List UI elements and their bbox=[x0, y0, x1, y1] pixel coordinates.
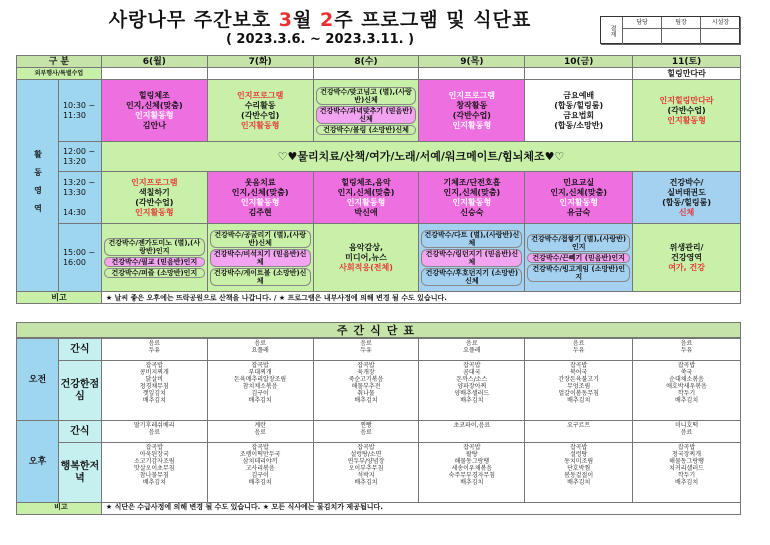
pm1-thu: 기체조/단전호흡 인지,신체(맞춤) 인지활동형 신승숙 bbox=[419, 172, 525, 224]
pm-snack-row: 오후 간식 딸기후레쉬베리 음료 계란 음료 찐빵 음료 초코파이,음료 요구르트 미니호떡 음료 bbox=[17, 421, 741, 443]
program-table bbox=[16, 55, 741, 304]
am-fri: 금요예배 (합동/힐링룸) 금요법회 (합동/소망반) bbox=[525, 80, 633, 142]
am-tue: 인지프로그램 수리활동 (각반수업) 인지활동형 bbox=[207, 80, 313, 142]
note-row: 비고 ★ 날씨 좋은 오후에는 뜨락공원으로 산책을 나갑니다. / ★ 프로그램은 내부사정에 의해 변경 될 수도 있습니다. bbox=[17, 292, 741, 304]
pm2-wed: 음악감상, 미디어,뉴스 사회적응(전체) bbox=[313, 224, 419, 292]
lunch-row: 12:00 ~ 13:20 ♡♥물리치료/산책/여가/노래/서예/워크메이트/힘뇌체조♥♡ bbox=[17, 142, 741, 172]
title-block bbox=[40, 8, 600, 50]
am-thu: 인지프로그램 창작활동 (각반수업) 인지활동형 bbox=[419, 80, 525, 142]
menu-title: 주간식단표 bbox=[16, 322, 741, 338]
menu-table bbox=[16, 338, 741, 515]
am-mon: 힐링체조 인지,신체(맞춤) 인지활동형 김안나 bbox=[101, 80, 207, 142]
page-title: 사랑나무 주간보호 3월 2주 프로그램 및 식단표 bbox=[108, 9, 532, 31]
pm1-row: 13:20 ~ 13:30 14:30 인지프로그램 색칠하기 (각반수업) 인지활동형 웃음치료 인지,신체(맞춤) 인지활동형 김주현 힐링체조,음악 인지,신체(맞춤) 인지활동형 박신애 기체조/단전호흡 인지,신체(맞춤) 인지활동형 신승숙 민요교실 인지,신체(맞춤) 인지활동형 유금숙 건강박수/ 실버태권도 (합동/힐링룸) 신체 bbox=[17, 172, 741, 224]
pm1-wed: 힐링체조,음악 인지,신체(맞춤) 인지활동형 박신애 bbox=[313, 172, 419, 224]
date-range: ( 2023.3.6. ~ 2023.3.11. ) bbox=[225, 32, 415, 47]
pm2-mon: 건강박수/젠가도미노 (별),(사랑반)인지 건강박수/필교 (믿음반)인지 건강박수/퍼즐 (소망반)인지 bbox=[101, 224, 207, 292]
lunch-menu-row: 건강한점심 잡곡밥 콩비지찌개 닭살비 청경채무침 깻잎김치 배추김치 잡곡밥 부대찌개 돈육메추리알장조림 참치채소볶음 김구이 배추김치 잡곡밥 육개장 죽순고기볶음 해물부추전 취나물 배추김치 잡곡밥 곰대국 돈까스/소스 양파장아찌 양배추샐러드 배추김치 잡곡밥 북어국 간장돈육불고기 무엉조림 얼갈이봄동무침 배추김치 잡곡밥 쑥국 순대채소볶음 애호박새우볶음 깍두기 배추김치 bbox=[17, 361, 741, 421]
am-snack-row: 오전 간식 음료 두유 음료 요플레 음료 두유 음료 요플레 음료 두유 음료 두유 bbox=[17, 339, 741, 361]
pm1-fri: 민요교실 인지,신체(맞춤) 인지활동형 유금숙 bbox=[525, 172, 633, 224]
am-sat: 인지힐링만다라 (각반수업) 인지활동형 bbox=[633, 80, 741, 142]
external-row: 외부행사/특별수업 힐링만다라 bbox=[17, 68, 741, 80]
menu-note-row: 비고 ★ 식단은 수급사정에 의해 변경 될 수도 있습니다. ★ 모든 식사에는 물김치가 제공됩니다. bbox=[17, 503, 741, 515]
pm2-sat: 위생관리/ 건강영역 여가, 건강 bbox=[633, 224, 741, 292]
pm1-sat: 건강박수/ 실버태권도 (합동/힐링룸) 신체 bbox=[633, 172, 741, 224]
pm2-thu: 건강박수/다트 (별),(사랑반)신체 건강박수/링던지기 (믿음반)신체 건강박수/후호던지기 (소망반)신체 bbox=[419, 224, 525, 292]
day-header-row: 구 분 6(월) 7(화) 8(수) 9(목) 10(금) 11(토) bbox=[17, 56, 741, 68]
pm2-tue: 건강박수/공굴리기 (별),(사랑반)신체 건강박수/비석치기 (믿음반)신체 건강박수/게이트볼 (소망반)신체 bbox=[207, 224, 313, 292]
dinner-menu-row: 행복한저녁 잡곡밥 아욱된장국 소고기감자조림 맛살오이초무침 참나물무침 배추김치 잡곡밥 조랭이떡만두국 삼치데리야끼 고사리볶음 김구이 배추김치 잡곡밥 설렁탕/소면 연두부/양념장 오이부추무침 석박지 배추김치 잡곡밥 팔탕 해물동그랑땡 세송이우채볶음 숙주무부경자무침 배추김치 잡곡밥 설렁탕 동치미조림 단호박찜 봄동겉절이 배추김치 잡곡밥 청국장찌개 해물동그랑땡 치커리샐러드 깍두기 배추김치 bbox=[17, 443, 741, 503]
am-row: 활동영역 10:30 ~ 11:30 힐링체조 인지,신체(맞춤) 인지활동형 김안나 인지프로그램 수리활동 (각반수업) 인지활동형 건강박수/맞고넘고 (별),(사랑반)신체 건강박수/과녁맞추기 (믿음반)신체 건강박수/볼링 (소망반)신체 인지프로그램 창작활동 (각반수업) 인지활동형 금요예배 (합동/힐링룸) 금요법회 (합동/소망반) 인지힐링만다라 (각반수업) 인지활동형 bbox=[17, 80, 741, 142]
pm1-tue: 웃음치료 인지,신체(맞춤) 인지활동형 김주현 bbox=[207, 172, 313, 224]
pm1-mon: 인지프로그램 색칠하기 (각반수업) 인지활동형 bbox=[101, 172, 207, 224]
approval-box: 결재 담당 팀장 시설장 bbox=[600, 16, 740, 44]
pm2-row: 15:00 ~ 16:00 건강박수/젠가도미노 (별),(사랑반)인지 건강박수/필교 (믿음반)인지 건강박수/퍼즐 (소망반)인지 건강박수/공굴리기 (별),(사랑반)신체 건강박수/비석치기 (믿음반)신체 건강박수/게이트볼 (소망반)신체 음악감상, 미디어,뉴스 사회적응(전체) 건강박수/다트 (별),(사랑반)신체 건강박수/링던지기 (믿음반)신체 건강박수/후호던지기 (소망반)신체 건강박수/접쌓기 (별),(사랑반)인지 건강박수/끈뻬기 (믿음반)인지 건강박수/빙고게임 (소망반)인지 위생관리/ 건강영역 여가, 건강 bbox=[17, 224, 741, 292]
pm2-fri: 건강박수/접쌓기 (별),(사랑반)인지 건강박수/끈뻬기 (믿음반)인지 건강박수/빙고게임 (소망반)인지 bbox=[525, 224, 633, 292]
am-wed: 건강박수/맞고넘고 (별),(사랑반)신체 건강박수/과녁맞추기 (믿음반)신체 건강박수/볼링 (소망반)신체 bbox=[313, 80, 419, 142]
